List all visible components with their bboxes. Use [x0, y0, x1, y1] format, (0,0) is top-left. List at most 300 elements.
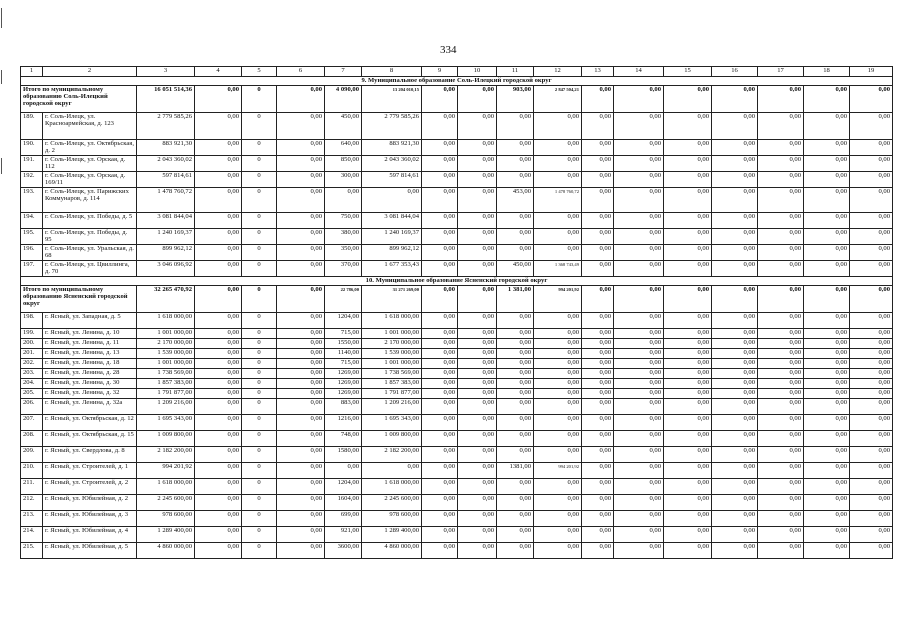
total-value: 0,00 — [422, 286, 458, 313]
value-cell: 1 857 383,00 — [362, 379, 422, 389]
value-cell: 0,00 — [277, 261, 325, 277]
table-row — [21, 349, 893, 359]
value-cell: 1 289 400,00 — [362, 527, 422, 543]
value-cell: 0,00 — [758, 379, 804, 389]
value-cell: 750,00 — [325, 213, 362, 229]
value-cell: 0,00 — [664, 188, 712, 213]
value-cell: 0,00 — [422, 415, 458, 431]
value-cell: 0,00 — [614, 229, 664, 245]
table-row — [21, 261, 893, 277]
value-cell: 0,00 — [195, 349, 242, 359]
value-cell: 0,00 — [277, 339, 325, 349]
total-value: 0,00 — [758, 86, 804, 113]
value-cell: 0,00 — [850, 479, 893, 495]
value-cell: 0,00 — [758, 156, 804, 172]
value-cell: 2 170 000,00 — [137, 339, 195, 349]
total-value: 31 271 269,00 — [362, 286, 422, 313]
value-cell: 1 240 169,37 — [137, 229, 195, 245]
address-cell: г. Ясный, ул. Октябрьская, д. 15 — [43, 431, 137, 447]
total-value: 13 204 010,15 — [362, 86, 422, 113]
value-cell: 0,00 — [497, 479, 534, 495]
value-cell: 0,00 — [664, 213, 712, 229]
value-cell: 0,00 — [422, 245, 458, 261]
value-cell: 0,00 — [712, 172, 758, 188]
value-cell: 0,00 — [850, 543, 893, 559]
value-cell: 0,00 — [614, 156, 664, 172]
value-cell: 0,00 — [195, 229, 242, 245]
value-cell: 0,00 — [458, 495, 497, 511]
value-cell: 0,00 — [804, 329, 850, 339]
value-cell: 0,00 — [195, 245, 242, 261]
value-cell: 1 001 000,00 — [137, 359, 195, 369]
value-cell: 0,00 — [712, 113, 758, 140]
row-number: 211. — [21, 479, 43, 495]
value-cell: 0 — [242, 113, 277, 140]
value-cell: 0,00 — [582, 359, 614, 369]
value-cell: 994 201,92 — [534, 463, 582, 479]
value-cell: 0,00 — [664, 245, 712, 261]
address-cell: г. Соль-Илецк, ул. Победы, д. 95 — [43, 229, 137, 245]
column-number: 10 — [458, 67, 497, 77]
value-cell: 0,00 — [804, 188, 850, 213]
table-row — [21, 511, 893, 527]
total-value: 0,00 — [277, 86, 325, 113]
value-cell: 0,00 — [758, 349, 804, 359]
address-cell: г. Соль-Илецк, ул. Победы, д. 5 — [43, 213, 137, 229]
value-cell: 0,00 — [850, 463, 893, 479]
value-cell: 0,00 — [614, 349, 664, 359]
value-cell: 0,00 — [534, 349, 582, 359]
value-cell: 0,00 — [582, 527, 614, 543]
table-row — [21, 313, 893, 329]
value-cell: 0,00 — [534, 415, 582, 431]
value-cell: 0,00 — [804, 349, 850, 359]
value-cell: 0,00 — [664, 431, 712, 447]
value-cell: 0,00 — [582, 213, 614, 229]
value-cell: 0,00 — [277, 511, 325, 527]
value-cell: 0,00 — [195, 399, 242, 415]
value-cell: 0,00 — [422, 156, 458, 172]
value-cell: 0,00 — [277, 113, 325, 140]
value-cell: 0 — [242, 415, 277, 431]
value-cell: 0,00 — [422, 495, 458, 511]
value-cell: 0,00 — [664, 511, 712, 527]
value-cell: 0,00 — [497, 349, 534, 359]
value-cell: 1 857 383,00 — [137, 379, 195, 389]
value-cell: 1 209 216,00 — [137, 399, 195, 415]
value-cell: 0,00 — [614, 172, 664, 188]
margin-mark — [1, 158, 2, 174]
value-cell: 0,00 — [758, 113, 804, 140]
value-cell: 0,00 — [664, 379, 712, 389]
value-cell: 0,00 — [804, 495, 850, 511]
value-cell: 0,00 — [422, 543, 458, 559]
value-cell: 1580,00 — [325, 447, 362, 463]
value-cell: 1604,00 — [325, 495, 362, 511]
value-cell: 0 — [242, 389, 277, 399]
value-cell: 0,00 — [664, 229, 712, 245]
value-cell: 0,00 — [614, 329, 664, 339]
row-number: 212. — [21, 495, 43, 511]
value-cell: 0,00 — [614, 431, 664, 447]
value-cell: 0,00 — [614, 389, 664, 399]
value-cell: 0,00 — [582, 447, 614, 463]
value-cell: 0,00 — [497, 339, 534, 349]
value-cell: 0,00 — [422, 399, 458, 415]
value-cell: 453,00 — [497, 188, 534, 213]
value-cell: 0,00 — [758, 359, 804, 369]
value-cell: 0,00 — [422, 140, 458, 156]
value-cell: 994 201,92 — [137, 463, 195, 479]
value-cell: 0,00 — [712, 329, 758, 339]
value-cell: 0,00 — [712, 379, 758, 389]
value-cell: 0,00 — [664, 447, 712, 463]
section-title-row — [21, 77, 893, 86]
value-cell: 0,00 — [850, 156, 893, 172]
value-cell: 4 860 000,00 — [362, 543, 422, 559]
value-cell: 0,00 — [497, 379, 534, 389]
address-cell: г. Ясный, ул. Западная, д. 5 — [43, 313, 137, 329]
column-number: 14 — [614, 67, 664, 77]
value-cell: 0,00 — [325, 188, 362, 213]
value-cell: 0,00 — [850, 261, 893, 277]
value-cell: 0,00 — [458, 140, 497, 156]
value-cell: 0,00 — [712, 369, 758, 379]
value-cell: 0,00 — [458, 245, 497, 261]
value-cell: 0,00 — [614, 479, 664, 495]
value-cell: 899 962,12 — [362, 245, 422, 261]
value-cell: 0,00 — [534, 229, 582, 245]
value-cell: 0,00 — [758, 479, 804, 495]
section-title: 9. Муниципальное образование Соль-Илецкий городской округ — [21, 77, 893, 86]
value-cell: 0,00 — [758, 527, 804, 543]
value-cell: 0,00 — [534, 140, 582, 156]
value-cell: 0,00 — [850, 511, 893, 527]
total-value: 0,00 — [804, 86, 850, 113]
value-cell: 715,00 — [325, 329, 362, 339]
value-cell: 0,00 — [497, 399, 534, 415]
value-cell: 978 600,00 — [362, 511, 422, 527]
table-row — [21, 156, 893, 172]
value-cell: 0,00 — [497, 415, 534, 431]
table-row — [21, 369, 893, 379]
value-cell: 0,00 — [804, 313, 850, 329]
value-cell: 883 921,30 — [362, 140, 422, 156]
value-cell: 0,00 — [277, 447, 325, 463]
value-cell: 0,00 — [362, 188, 422, 213]
value-cell: 0,00 — [850, 245, 893, 261]
value-cell: 0,00 — [582, 463, 614, 479]
total-value: 903,00 — [497, 86, 534, 113]
value-cell: 0,00 — [534, 359, 582, 369]
value-cell: 1 618 000,00 — [362, 313, 422, 329]
total-value: 0,00 — [458, 286, 497, 313]
value-cell: 0,00 — [458, 213, 497, 229]
row-number: 209. — [21, 447, 43, 463]
value-cell: 0,00 — [362, 463, 422, 479]
total-label: Итого по муниципальному образованию Ясненский городской округ — [21, 286, 137, 313]
value-cell: 0,00 — [458, 313, 497, 329]
value-cell: 0,00 — [497, 447, 534, 463]
value-cell: 1 695 343,00 — [137, 415, 195, 431]
value-cell: 1 001 000,00 — [362, 359, 422, 369]
value-cell: 0,00 — [277, 245, 325, 261]
value-cell: 0 — [242, 172, 277, 188]
value-cell: 0,00 — [534, 479, 582, 495]
value-cell: 0,00 — [804, 543, 850, 559]
value-cell: 0,00 — [534, 399, 582, 415]
column-number: 8 — [362, 67, 422, 77]
value-cell: 0,00 — [664, 543, 712, 559]
table-row — [21, 527, 893, 543]
value-cell: 0,00 — [712, 339, 758, 349]
value-cell: 0,00 — [497, 329, 534, 339]
value-cell: 0,00 — [582, 156, 614, 172]
value-cell: 0 — [242, 261, 277, 277]
address-cell: г. Ясный, ул. Ленина, д. 32а — [43, 399, 137, 415]
value-cell: 0,00 — [664, 172, 712, 188]
value-cell: 0,00 — [712, 229, 758, 245]
value-cell: 0,00 — [804, 229, 850, 245]
value-cell: 0,00 — [325, 463, 362, 479]
value-cell: 1 009 800,00 — [362, 431, 422, 447]
value-cell: 1204,00 — [325, 313, 362, 329]
value-cell: 0,00 — [277, 379, 325, 389]
value-cell: 699,00 — [325, 511, 362, 527]
total-value: 0,00 — [195, 86, 242, 113]
value-cell: 0,00 — [850, 313, 893, 329]
value-cell: 1 738 569,00 — [362, 369, 422, 379]
column-number: 4 — [195, 67, 242, 77]
value-cell: 0,00 — [458, 188, 497, 213]
value-cell: 0,00 — [458, 261, 497, 277]
table-row — [21, 140, 893, 156]
value-cell: 0,00 — [458, 479, 497, 495]
value-cell: 1550,00 — [325, 339, 362, 349]
column-number: 15 — [664, 67, 712, 77]
value-cell: 0,00 — [534, 339, 582, 349]
column-number: 16 — [712, 67, 758, 77]
value-cell: 0 — [242, 399, 277, 415]
value-cell: 0,00 — [534, 389, 582, 399]
total-value: 0,00 — [277, 286, 325, 313]
total-value: 1 381,00 — [497, 286, 534, 313]
value-cell: 0 — [242, 188, 277, 213]
value-cell: 0,00 — [195, 339, 242, 349]
value-cell: 0,00 — [497, 172, 534, 188]
value-cell: 0,00 — [497, 313, 534, 329]
value-cell: 3 081 844,04 — [362, 213, 422, 229]
total-value: 0 — [242, 286, 277, 313]
value-cell: 0,00 — [534, 369, 582, 379]
value-cell: 450,00 — [497, 261, 534, 277]
value-cell: 0 — [242, 379, 277, 389]
value-cell: 921,00 — [325, 527, 362, 543]
column-number-row — [21, 67, 893, 77]
value-cell: 0,00 — [758, 431, 804, 447]
value-cell: 0,00 — [614, 140, 664, 156]
value-cell: 0,00 — [195, 172, 242, 188]
value-cell: 0 — [242, 349, 277, 359]
value-cell: 0,00 — [195, 369, 242, 379]
value-cell: 0,00 — [850, 379, 893, 389]
value-cell: 640,00 — [325, 140, 362, 156]
value-cell: 0,00 — [422, 339, 458, 349]
value-cell: 0,00 — [664, 399, 712, 415]
page-number: 334 — [440, 44, 457, 56]
table-row — [21, 339, 893, 349]
value-cell: 0,00 — [422, 511, 458, 527]
value-cell: 899 962,12 — [137, 245, 195, 261]
value-cell: 0,00 — [195, 213, 242, 229]
section-total-row — [21, 86, 893, 113]
value-cell: 0,00 — [422, 349, 458, 359]
value-cell: 0,00 — [664, 415, 712, 431]
value-cell: 0,00 — [422, 389, 458, 399]
row-number: 190. — [21, 140, 43, 156]
value-cell: 0,00 — [758, 495, 804, 511]
total-value: 0,00 — [712, 86, 758, 113]
value-cell: 0,00 — [850, 495, 893, 511]
value-cell: 0,00 — [534, 245, 582, 261]
value-cell: 0,00 — [195, 156, 242, 172]
value-cell: 0,00 — [195, 479, 242, 495]
register-table — [20, 66, 893, 559]
address-cell: г. Ясный, ул. Юбилейная, д. 2 — [43, 495, 137, 511]
value-cell: 2 779 585,26 — [137, 113, 195, 140]
value-cell: 0,00 — [712, 156, 758, 172]
value-cell: 978 600,00 — [137, 511, 195, 527]
value-cell: 0 — [242, 479, 277, 495]
value-cell: 0 — [242, 213, 277, 229]
value-cell: 0 — [242, 140, 277, 156]
address-cell: г. Ясный, ул. Юбилейная, д. 3 — [43, 511, 137, 527]
value-cell: 0,00 — [664, 359, 712, 369]
value-cell: 0,00 — [614, 463, 664, 479]
total-value: 0,00 — [850, 86, 893, 113]
table-row — [21, 113, 893, 140]
value-cell: 0,00 — [195, 543, 242, 559]
value-cell: 0,00 — [497, 543, 534, 559]
value-cell: 0 — [242, 156, 277, 172]
value-cell: 0,00 — [712, 527, 758, 543]
value-cell: 0,00 — [614, 399, 664, 415]
value-cell: 1 478 760,72 — [137, 188, 195, 213]
table-row — [21, 329, 893, 339]
value-cell: 0,00 — [850, 399, 893, 415]
total-value: 0,00 — [664, 86, 712, 113]
value-cell: 0,00 — [804, 415, 850, 431]
address-cell: г. Ясный, ул. Свердлова, д. 8 — [43, 447, 137, 463]
value-cell: 0,00 — [758, 339, 804, 349]
value-cell: 0,00 — [758, 415, 804, 431]
value-cell: 2 043 360,02 — [362, 156, 422, 172]
value-cell: 0,00 — [422, 261, 458, 277]
row-number: 207. — [21, 415, 43, 431]
value-cell: 0,00 — [804, 369, 850, 379]
value-cell: 0,00 — [458, 415, 497, 431]
value-cell: 0,00 — [195, 313, 242, 329]
total-value: 0,00 — [422, 86, 458, 113]
value-cell: 0,00 — [277, 369, 325, 379]
value-cell: 0,00 — [497, 389, 534, 399]
value-cell: 380,00 — [325, 229, 362, 245]
value-cell: 0,00 — [758, 213, 804, 229]
address-cell: г. Соль-Илецк, ул. Уральская, д. 68 — [43, 245, 137, 261]
value-cell: 0,00 — [582, 479, 614, 495]
value-cell: 3 046 096,92 — [137, 261, 195, 277]
column-number: 17 — [758, 67, 804, 77]
value-cell: 0,00 — [195, 113, 242, 140]
row-number: 201. — [21, 349, 43, 359]
value-cell: 0,00 — [497, 359, 534, 369]
value-cell: 0,00 — [712, 313, 758, 329]
value-cell: 1 618 000,00 — [137, 479, 195, 495]
value-cell: 1 001 000,00 — [137, 329, 195, 339]
address-cell: г. Ясный, ул. Октябрьская, д. 12 — [43, 415, 137, 431]
value-cell: 0,00 — [195, 379, 242, 389]
total-value: 22 786,00 — [325, 286, 362, 313]
value-cell: 1 240 169,37 — [362, 229, 422, 245]
value-cell: 0,00 — [497, 527, 534, 543]
address-cell: г. Ясный, ул. Ленина, д. 18 — [43, 359, 137, 369]
value-cell: 0,00 — [422, 369, 458, 379]
value-cell: 597 814,61 — [362, 172, 422, 188]
row-number: 195. — [21, 229, 43, 245]
value-cell: 0,00 — [582, 399, 614, 415]
table-row — [21, 415, 893, 431]
value-cell: 0,00 — [195, 463, 242, 479]
value-cell: 0,00 — [850, 213, 893, 229]
total-value: 4 090,00 — [325, 86, 362, 113]
value-cell: 883 921,30 — [137, 140, 195, 156]
row-number: 206. — [21, 399, 43, 415]
value-cell: 0,00 — [582, 113, 614, 140]
value-cell: 0,00 — [664, 479, 712, 495]
value-cell: 0 — [242, 339, 277, 349]
column-number: 2 — [43, 67, 137, 77]
value-cell: 0,00 — [804, 527, 850, 543]
value-cell: 0,00 — [664, 349, 712, 359]
value-cell: 0,00 — [712, 479, 758, 495]
value-cell: 1 695 343,00 — [362, 415, 422, 431]
value-cell: 0,00 — [277, 188, 325, 213]
value-cell: 0,00 — [582, 188, 614, 213]
value-cell: 0,00 — [712, 463, 758, 479]
address-cell: г. Ясный, ул. Ленина, д. 10 — [43, 329, 137, 339]
row-number: 199. — [21, 329, 43, 339]
row-number: 203. — [21, 369, 43, 379]
value-cell: 0 — [242, 229, 277, 245]
value-cell: 0,00 — [422, 479, 458, 495]
value-cell: 0,00 — [614, 339, 664, 349]
value-cell: 0,00 — [195, 495, 242, 511]
value-cell: 0,00 — [758, 172, 804, 188]
value-cell: 0,00 — [277, 415, 325, 431]
value-cell: 0 — [242, 359, 277, 369]
section-title: 10. Муниципальное образование Ясненский городской округ — [21, 277, 893, 286]
value-cell: 0,00 — [664, 527, 712, 543]
table-row — [21, 213, 893, 229]
value-cell: 1269,00 — [325, 379, 362, 389]
value-cell: 0,00 — [195, 447, 242, 463]
total-value: 0,00 — [614, 286, 664, 313]
value-cell: 0,00 — [458, 463, 497, 479]
address-cell: г. Соль-Илецк, ул. Орская, д. 169/11 — [43, 172, 137, 188]
value-cell: 0,00 — [664, 261, 712, 277]
value-cell: 0,00 — [850, 113, 893, 140]
total-value: 0,00 — [712, 286, 758, 313]
